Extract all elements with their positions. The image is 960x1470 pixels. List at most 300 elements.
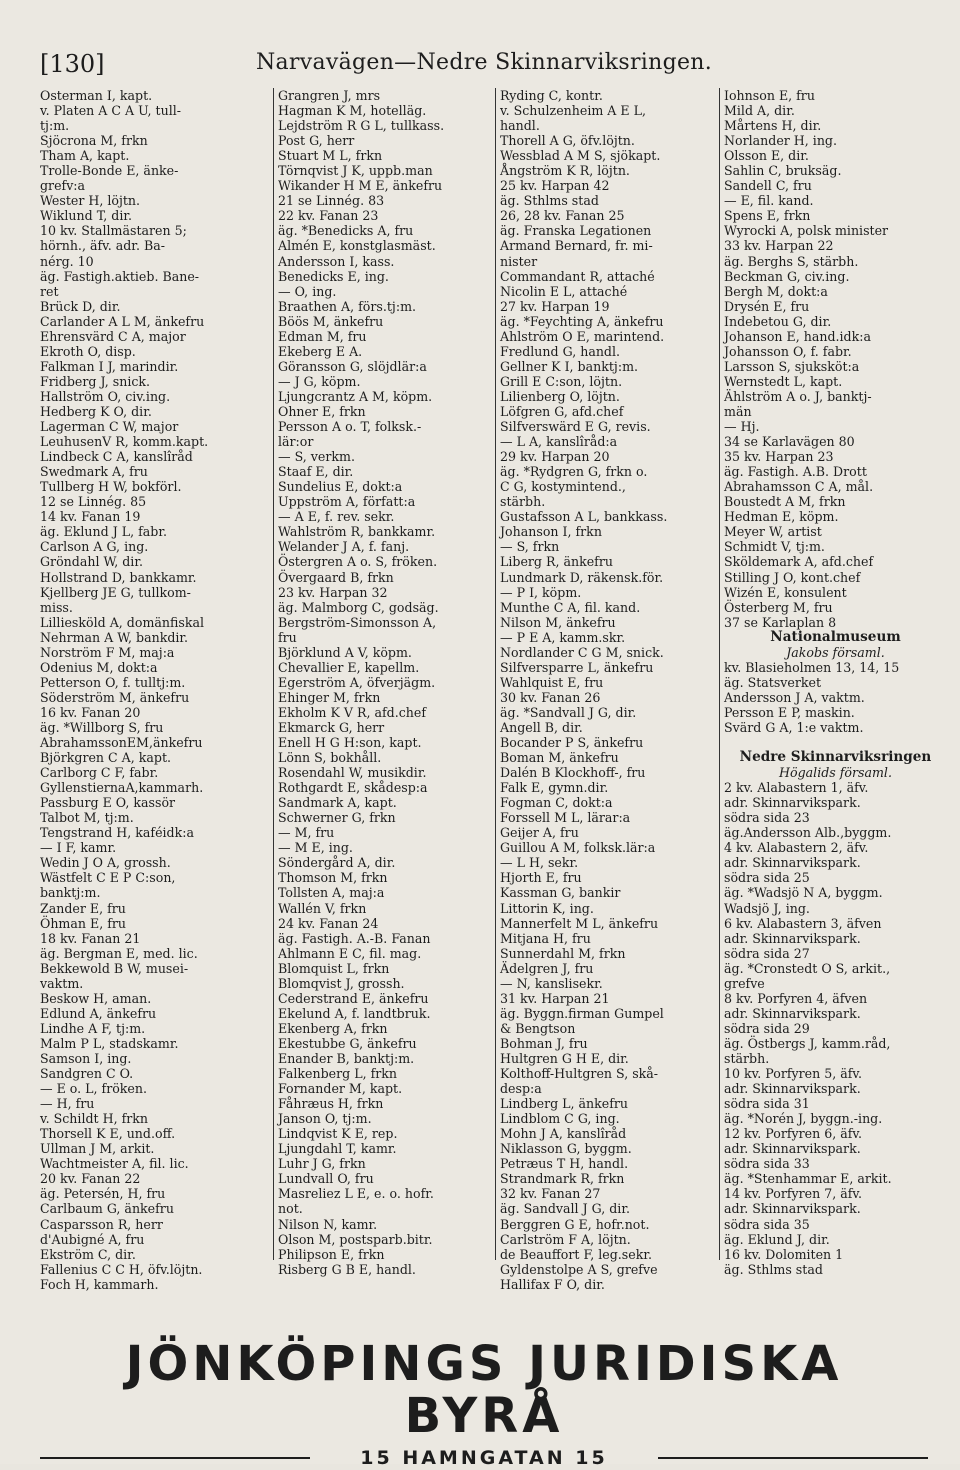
directory-entry: 26, 28 kv. Fanan 25 (500, 208, 625, 224)
directory-entry: Boman M, änkefru (500, 750, 619, 766)
directory-entry: Norlander H, ing. (724, 133, 837, 149)
directory-entry: Casparsson R, herr (40, 1216, 163, 1232)
directory-entry: Risberg G B E, handl. (278, 1261, 416, 1277)
directory-entry: Silfverswärd E G, revis. (500, 419, 651, 435)
directory-entry: 18 kv. Fanan 21 (40, 930, 141, 946)
column-2 (273, 88, 500, 1277)
directory-entry: stärbh. (500, 494, 546, 510)
directory-entry: södra sida 27 (724, 945, 810, 961)
directory-entry: Staaf E, dir. (278, 464, 354, 480)
directory-entry: Hjorth E, fru (500, 870, 582, 886)
directory-entry: äg. *Sandvall J G, dir. (500, 704, 637, 720)
directory-entry: miss. (40, 599, 73, 615)
directory-entry: Cederstrand E, änkefru (278, 990, 429, 1006)
directory-entry: äg. Petersén, H, fru (40, 1186, 166, 1202)
page-title: Narvavägen—Nedre Skinnarviksringen. (255, 50, 713, 75)
directory-entry: — E o. L, fröken. (40, 1081, 147, 1097)
parish-subheading: Högalids församl. (779, 765, 892, 781)
directory-entry: Blomquist L, frkn (278, 960, 390, 976)
directory-entry: äg. Bergman E, med. lic. (40, 945, 198, 961)
directory-entry: äg. Östbergs J, kamm.råd, (724, 1035, 891, 1051)
directory-entry: — E, fil. kand. (724, 193, 814, 209)
directory-entry: Bocander P S, änkefru (500, 735, 644, 751)
directory-entry: Liberg R, änkefru (500, 554, 613, 570)
directory-entry: Kassman G, bankir (500, 885, 621, 901)
directory-entry: 10 kv. Stallmästaren 5; (40, 223, 187, 239)
directory-entry: — L A, kanslîråd:a (500, 434, 618, 450)
directory-entry: Lilliesköld A, domänfiskal (40, 614, 205, 630)
directory-entry: 10 kv. Porfyren 5, äfv. (724, 1066, 863, 1082)
directory-entry: Hallström O, civ.ing. (40, 388, 171, 404)
column-3 (495, 88, 724, 1292)
directory-entry: Guillou A M, folksk.lär:a (500, 840, 656, 856)
directory-entry: Lejdström R G L, tullkass. (278, 118, 445, 134)
directory-entry: Lindberg L, änkefru (500, 1096, 629, 1112)
directory-entry: Hallifax F O, dir. (500, 1276, 605, 1292)
directory-entry: Mitjana H, fru (500, 930, 591, 946)
directory-entry: Chevallier E, kapellm. (278, 659, 420, 675)
column-4 (719, 88, 947, 1277)
directory-entry: GyllenstiernaA,kammarh. (40, 780, 204, 796)
directory-entry: 37 se Karlaplan 8 (724, 614, 837, 630)
directory-entry: Lagerman C W, major (40, 419, 179, 435)
directory-entry: Silfversparre L, änkefru (500, 659, 654, 675)
directory-entry: Wessblad A M S, sjökapt. (500, 148, 661, 164)
directory-entry: Uppström A, författ:a (278, 494, 416, 510)
directory-entry: Ångström K R, löjtn. (500, 163, 630, 179)
directory-entry: Öhman E, fru (40, 915, 126, 931)
directory-entry: Ljungcrantz A M, köpm. (278, 388, 433, 404)
directory-entry: Sandgren C O. (40, 1066, 134, 1082)
directory-entry: not. (278, 1201, 303, 1217)
directory-entry: Tham A, kapt. (40, 148, 130, 164)
directory-entry: Mohn J A, kanslîråd (500, 1126, 627, 1142)
directory-entry: Iohnson E, fru (724, 88, 815, 103)
directory-entry: Nilson M, änkefru (500, 614, 616, 630)
directory-entry: södra sida 23 (724, 810, 810, 826)
advert-rule-right (658, 1457, 928, 1459)
directory-entry: Andersson I, kass. (278, 253, 395, 269)
directory-entry: 35 kv. Harpan 23 (724, 449, 834, 465)
directory-entry: Ekström C, dir. (40, 1246, 136, 1262)
directory-entry: Sunnerdahl M, frkn (500, 945, 626, 961)
directory-entry: Angell B, dir. (500, 719, 583, 735)
directory-entry: äg. *Willborg S, fru (40, 719, 164, 735)
directory-entry: Bergh M, dokt:a (724, 283, 828, 299)
directory-entry: Wachtmeister A, fil. lic. (40, 1156, 189, 1172)
directory-entry: äg. Eklund J, dir. (724, 1231, 830, 1247)
directory-entry: södra sida 33 (724, 1156, 810, 1172)
directory-entry: Almén E, konstglasmäst. (278, 238, 436, 254)
directory-entry: Grangren J, mrs (278, 88, 381, 103)
directory-entry: vaktm. (40, 975, 84, 991)
directory-entry: — I F, kamr. (40, 840, 117, 856)
directory-entry: Ohner E, frkn (278, 403, 366, 419)
directory-entry: äg. *Cronstedt O S, arkit., (724, 960, 891, 976)
directory-entry: äg. *Feychting A, änkefru (500, 313, 664, 329)
directory-entry: Philipson E, frkn (278, 1246, 385, 1262)
directory-entry: Odenius M, dokt:a (40, 659, 158, 675)
directory-entry: desp:a (500, 1081, 542, 1097)
directory-entry: Drysén E, fru (724, 298, 810, 314)
directory-entry: Falk E, gymn.dir. (500, 780, 609, 796)
directory-entry: Ekelund A, f. landtbruk. (278, 1005, 431, 1021)
directory-entry: 31 kv. Harpan 21 (500, 990, 610, 1006)
directory-entry: Abrahamsson C A, mål. (724, 479, 874, 495)
directory-entry: — N, kanslisekr. (500, 975, 603, 991)
directory-entry: Strandmark R, frkn (500, 1171, 625, 1187)
directory-entry: Sköldemark A, afd.chef (724, 554, 874, 570)
directory-entry: d'Aubigné A, fru (40, 1231, 145, 1247)
directory-entry: Samson I, ing. (40, 1051, 132, 1066)
directory-entry: Larsson S, sjuksköt:a (724, 358, 860, 374)
directory-entry: Munthe C A, fil. kand. (500, 599, 641, 615)
directory-entry: Foch H, kammarh. (40, 1276, 159, 1292)
directory-entry: Welander J A, f. fanj. (278, 539, 410, 555)
directory-entry: Böös M, änkefru (278, 313, 384, 329)
directory-entry: Ljungdahl T, kamr. (278, 1141, 397, 1157)
directory-entry: äg. *Rydgren G, frkn o. (500, 464, 648, 480)
directory-entry: äg. Berghs S, stärbh. (724, 253, 859, 269)
parish-subheading: Jakobs församl. (786, 644, 885, 660)
directory-entry: 6 kv. Alabastern 3, äfven (724, 915, 882, 931)
directory-entry: Falkenberg L, frkn (278, 1066, 398, 1082)
page-header (40, 50, 928, 84)
directory-entry: Trolle-Bonde E, änke- (40, 163, 179, 179)
directory-entry: Beckman G, civ.ing. (724, 268, 850, 284)
directory-entry: Ahlmann E C, fil. mag. (278, 945, 422, 961)
directory-entry: & Bengtson (500, 1020, 576, 1036)
directory-entry: Persson A o. T, folksk.- (278, 419, 422, 435)
directory-entry: Carlson A G, ing. (40, 539, 149, 555)
directory-entry: södra sida 35 (724, 1216, 810, 1232)
directory-entry: — S, frkn (500, 539, 560, 555)
directory-entry: Ekholm K V R, afd.chef (278, 704, 427, 720)
directory-entry: Sjöcrona M, frkn (40, 133, 148, 149)
directory-entry: Fornander M, kapt. (278, 1081, 403, 1097)
directory-entry: Sandell C, fru (724, 178, 812, 194)
directory-entry: Östergren A o. S, fröken. (278, 554, 438, 570)
directory-entry: Forssell M L, lärar:a (500, 810, 631, 826)
directory-entry: kv. Blasieholmen 13, 14, 15 (724, 659, 900, 675)
directory-entry: 33 kv. Harpan 22 (724, 238, 834, 254)
directory-entry: Carlborg C F, fabr. (40, 765, 159, 781)
directory-entry: 4 kv. Alabastern 2, äfv. (724, 840, 869, 856)
directory-entry: Wästfelt C E P C:son, (40, 870, 176, 886)
directory-entry: Niklasson G, byggm. (500, 1141, 632, 1157)
directory-entry: Lindblom C G, ing. (500, 1111, 620, 1127)
directory-entry: Wadsjö J, ing. (724, 900, 810, 916)
directory-entry: Lundmark D, räkensk.för. (500, 569, 664, 585)
directory-entry: Gustafsson A L, bankkass. (500, 509, 668, 525)
directory-entry: 2 kv. Alabastern 1, äfv. (724, 780, 869, 796)
directory-entry: Hollstrand D, bankkamr. (40, 569, 197, 585)
directory-entry: Kolthoff-Hultgren S, skå- (500, 1066, 659, 1082)
directory-entry: grefv:a (40, 178, 86, 194)
directory-entry: södra sida 25 (724, 870, 810, 886)
advert-address: 15 HAMNGATAN 15 (360, 1447, 608, 1469)
directory-entry: LeuhusenV R, komm.kapt. (40, 434, 209, 450)
directory-entry: Sahlin C, bruksäg. (724, 163, 842, 179)
directory-entry: Ryding C, kontr. (500, 88, 603, 103)
directory-entry: ret (40, 283, 59, 299)
directory-entry: Thorsell K E, und.off. (40, 1126, 176, 1142)
directory-entry: 23 kv. Harpan 32 (278, 584, 388, 600)
directory-entry: Wester H, löjtn. (40, 193, 141, 209)
directory-entry: 12 kv. Porfyren 6, äfv. (724, 1126, 863, 1142)
advert-title: JÖNKÖPINGS JURIDISKA BYRÅ (125, 1336, 843, 1444)
directory-entry: äg. Statsverket (724, 674, 822, 690)
directory-entry: 24 kv. Fanan 24 (278, 915, 379, 931)
directory-entry: 14 kv. Porfyren 7, äfv. (724, 1186, 863, 1202)
directory-entry: Wizén E, konsulent (724, 584, 847, 600)
directory-entry: adr. Skinnarvikspark. (724, 1005, 861, 1021)
directory-entry: Ekroth O, disp. (40, 343, 136, 359)
directory-entry: Sandmark A, kapt. (278, 795, 397, 811)
section-heading: Nationalmuseum (770, 628, 901, 645)
directory-entry: Mild A, dir. (724, 103, 795, 119)
directory-entry: 27 kv. Harpan 19 (500, 298, 610, 314)
directory-entry: 20 kv. Fanan 22 (40, 1171, 141, 1187)
directory-entry: äg. Fastigh. A.B. Drott (724, 464, 867, 480)
directory-entry: Rothgardt E, skådesp:a (278, 780, 428, 796)
directory-entry: — M, fru (278, 825, 335, 841)
directory-entry: 16 kv. Fanan 20 (40, 704, 141, 720)
directory-entry: äg. Fastigh.aktieb. Bane- (40, 268, 200, 284)
directory-entry: Wahlström R, bankkamr. (278, 524, 436, 540)
directory-entry: Ullman J M, arkit. (40, 1141, 155, 1157)
directory-entry: Björklund A V, köpm. (278, 644, 412, 660)
directory-entry: AbrahamssonEM,änkefru (40, 735, 203, 751)
directory-entry: Stilling J O, kont.chef (724, 569, 861, 585)
directory-entry: Gröndahl W, dir. (40, 554, 143, 570)
directory-entry: Schmidt V, tj:m. (724, 539, 825, 555)
directory-entry: Blomqvist J, grossh. (278, 975, 405, 991)
directory-entry: hörnh., äfv. adr. Ba- (40, 238, 165, 254)
directory-entry: Mårtens H, dir. (724, 118, 822, 134)
directory-entry: Egerström A, öfverjägm. (278, 674, 436, 690)
directory-entry: Schwerner G, frkn (278, 810, 396, 826)
directory-entry: Övergaard B, frkn (278, 569, 394, 585)
directory-entry: adr. Skinnarvikspark. (724, 1141, 861, 1157)
advertisement (40, 1338, 928, 1470)
directory-entry: Thorell A G, öfv.löjtn. (500, 133, 635, 149)
directory-entry: handl. (500, 118, 540, 134)
directory-entry: södra sida 29 (724, 1020, 810, 1036)
directory-entry: Tengstrand H, kaféidk:a (40, 825, 194, 841)
directory-entry: 16 kv. Dolomiten 1 (724, 1246, 844, 1262)
directory-entry: Edlund A, änkefru (40, 1005, 157, 1021)
directory-entry: Ählström A o. J, banktj- (724, 388, 872, 404)
directory-entry: Björkgren C A, kapt. (40, 750, 172, 766)
directory-entry: — L H, sekr. (500, 855, 579, 871)
directory-entry: äg. Byggn.firman Gumpel (500, 1005, 664, 1021)
directory-entry: Spens E, frkn (724, 208, 811, 224)
directory-entry: — S, verkm. (278, 449, 355, 465)
directory-entry: 14 kv. Fanan 19 (40, 509, 141, 525)
directory-entry: Edman M, fru (278, 328, 367, 344)
directory-entry: Hultgren G H E, dir. (500, 1051, 629, 1066)
directory-entry: Post G, herr (278, 133, 355, 149)
advert-address-row (40, 1446, 928, 1470)
directory-entry: Löfgren G, afd.chef (500, 403, 624, 419)
directory-entry: Lilienberg O, löjtn. (500, 388, 620, 404)
directory-entry: Carlbaum G, änkefru (40, 1201, 174, 1217)
directory-entry: Wedin J O A, grossh. (40, 855, 171, 871)
directory-entry: Tullberg H W, bokförl. (40, 479, 182, 495)
directory-entry: adr. Skinnarvikspark. (724, 1081, 861, 1097)
directory-entry: adr. Skinnarvikspark. (724, 795, 861, 811)
directory-entry: — P E A, kamm.skr. (500, 629, 626, 645)
section-heading: Nedre Skinnarviksringen (739, 749, 932, 766)
directory-columns (40, 88, 942, 1292)
directory-entry: Malm P L, stadskamr. (40, 1035, 179, 1051)
directory-entry: Armand Bernard, fr. mi- (500, 238, 653, 254)
directory-entry: Wyrocki A, polsk minister (724, 223, 889, 239)
page-number: [130] (40, 50, 105, 78)
directory-entry: Olson M, postsparb.bitr. (278, 1231, 433, 1247)
directory-entry: Olsson E, dir. (724, 148, 809, 164)
directory-entry: Lindbeck C A, kanslîråd (40, 449, 193, 465)
directory-entry: Osterman I, kapt. (40, 88, 153, 103)
directory-entry: Beskow H, aman. (40, 990, 152, 1006)
directory-entry: Enander B, banktj:m. (278, 1051, 415, 1066)
directory-entry: nérg. 10 (40, 253, 94, 269)
directory-entry: — P I, köpm. (500, 584, 582, 600)
directory-entry: C G, kostymintend., (500, 479, 626, 495)
directory-entry: södra sida 31 (724, 1096, 810, 1112)
directory-entry: — J G, köpm. (278, 373, 361, 389)
directory-entry: Nicolin E L, attaché (500, 283, 628, 299)
directory-entry: Fredlund G, handl. (500, 343, 621, 359)
directory-entry: äg. *Stenhammar E, arkit. (724, 1171, 892, 1187)
directory-entry (724, 735, 947, 750)
directory-entry: v. Schulzenheim A E L, (500, 103, 646, 119)
directory-entry: Ekestubbe G, änkefru (278, 1035, 417, 1051)
directory-entry: äg. Sandvall J G, dir. (500, 1201, 630, 1217)
directory-entry: Johanson E, hand.idk:a (724, 328, 871, 344)
directory-entry: Svärd G A, 1:e vaktm. (724, 719, 864, 735)
directory-entry: Zander E, fru (40, 900, 126, 916)
directory-entry: Ädelgren J, fru (500, 960, 594, 976)
directory-entry: tj:m. (40, 118, 70, 134)
directory-entry: Wernstedt L, kapt. (724, 373, 843, 389)
directory-entry: äg. *Norén J, byggn.-ing. (724, 1111, 883, 1127)
directory-entry: Carlström F A, löjtn. (500, 1231, 631, 1247)
directory-entry: äg. Sthlms stad (500, 193, 599, 209)
directory-entry: Petræus T H, handl. (500, 1156, 629, 1172)
directory-entry: Fallenius C C H, öfv.löjtn. (40, 1261, 203, 1277)
advert-rule-left (40, 1457, 310, 1459)
directory-entry: äg.Andersson Alb.,byggm. (724, 825, 892, 841)
directory-entry: Lindqvist K E, rep. (278, 1126, 398, 1142)
directory-entry: Commandant R, attaché (500, 268, 655, 284)
directory-entry: äg. Fastigh. A.-B. Fanan (278, 930, 431, 946)
directory-entry: Hagman K M, hotelläg. (278, 103, 427, 119)
directory-entry: 32 kv. Fanan 27 (500, 1186, 601, 1202)
directory-entry: — A E, f. rev. sekr. (278, 509, 395, 525)
directory-entry: Kjellberg JE G, tullkom- (40, 584, 191, 600)
directory-entry: Nordlander C G M, snick. (500, 644, 664, 660)
directory-entry: 30 kv. Fanan 26 (500, 689, 601, 705)
directory-entry: nister (500, 253, 538, 269)
directory-entry: Bohman J, fru (500, 1035, 588, 1051)
directory-entry: Berggren G E, hofr.not. (500, 1216, 650, 1232)
directory-entry: Janson O, tj:m. (278, 1111, 372, 1127)
directory-entry: Sundelius E, dokt:a (278, 479, 403, 495)
directory-entry: v. Platen A C A U, tull- (40, 103, 182, 119)
directory-entry: Ehrensvärd C A, major (40, 328, 186, 344)
directory-entry: äg. *Benedicks A, fru (278, 223, 414, 239)
directory-entry: Johansson O, f. fabr. (724, 343, 852, 359)
directory-entry: män (724, 403, 752, 419)
directory-entry: Meyer W, artist (724, 524, 822, 540)
directory-entry: Ekenberg A, frkn (278, 1020, 388, 1036)
directory-entry: Fridberg J, snick. (40, 373, 151, 389)
directory-entry: 34 se Karlavägen 80 (724, 434, 855, 450)
directory-entry: Tollsten A, maj:a (278, 885, 385, 901)
directory-entry: v. Schildt H, frkn (40, 1111, 149, 1127)
directory-entry: Fogman C, dokt:a (500, 795, 613, 811)
directory-entry: — Hj. (724, 419, 760, 435)
directory-entry: 8 kv. Porfyren 4, äfven (724, 990, 868, 1006)
directory-entry: Andersson J A, vaktm. (724, 689, 865, 705)
directory-entry: Stuart M L, frkn (278, 148, 383, 164)
directory-entry: — O, ing. (278, 283, 337, 299)
directory-entry: Ekmarck G, herr (278, 719, 385, 735)
directory-entry: Österberg M, fru (724, 599, 833, 615)
directory-entry: Fåhræus H, frkn (278, 1096, 384, 1112)
directory-entry: stärbh. (724, 1051, 770, 1066)
directory-entry: Grill E C:son, löjtn. (500, 373, 623, 389)
directory-entry: Dalén B Klockhoff-, fru (500, 765, 646, 781)
directory-entry: Söderström M, änkefru (40, 689, 190, 705)
directory-entry: Boustedt A M, frkn (724, 494, 846, 510)
directory-entry: Indebetou G, dir. (724, 313, 832, 329)
column-1 (40, 88, 276, 1292)
directory-entry: Swedmark A, fru (40, 464, 148, 480)
directory-entry: adr. Skinnarvikspark. (724, 1201, 861, 1217)
directory-entry: Lundvall O, fru (278, 1171, 374, 1187)
directory-entry: Geijer A, fru (500, 825, 579, 841)
directory-entry: adr. Skinnarvikspark. (724, 930, 861, 946)
directory-entry: Petterson O, f. tulltj:m. (40, 674, 186, 690)
directory-entry: äg. Franska Legationen (500, 223, 652, 239)
directory-entry: Gellner K I, banktj:m. (500, 358, 639, 374)
directory-entry: 21 se Linnég. 83 (278, 193, 385, 209)
directory-entry: Littorin K, ing. (500, 900, 594, 916)
directory-entry: Talbot M, tj:m. (40, 810, 134, 826)
directory-entry: Söndergård A, dir. (278, 855, 396, 871)
directory-entry: Lindhe A F, tj:m. (40, 1020, 146, 1036)
directory-entry: Gyldenstolpe A S, grefve (500, 1261, 658, 1277)
directory-entry: Lönn S, bokhåll. (278, 750, 382, 766)
directory-entry: Thomson M, frkn (278, 870, 388, 886)
directory-entry: Wiklund T, dir. (40, 208, 132, 224)
directory-entry: 25 kv. Harpan 42 (500, 178, 610, 194)
directory-entry: äg. Malmborg C, godsäg. (278, 599, 439, 615)
directory-entry: Carlander A L M, änkefru (40, 313, 205, 329)
directory-entry: äg. *Wadsjö N A, byggm. (724, 885, 883, 901)
directory-entry: Nilson N, kamr. (278, 1216, 378, 1232)
directory-entry: Johanson I, frkn (500, 524, 602, 540)
directory-entry: lär:or (278, 434, 314, 450)
directory-entry: 12 se Linnég. 85 (40, 494, 147, 510)
directory-entry: Passburg E O, kassör (40, 795, 176, 811)
directory-entry: Persson E P, maskin. (724, 704, 855, 720)
directory-entry: — M E, ing. (278, 840, 353, 856)
directory-entry: Ekeberg E A. (278, 343, 363, 359)
